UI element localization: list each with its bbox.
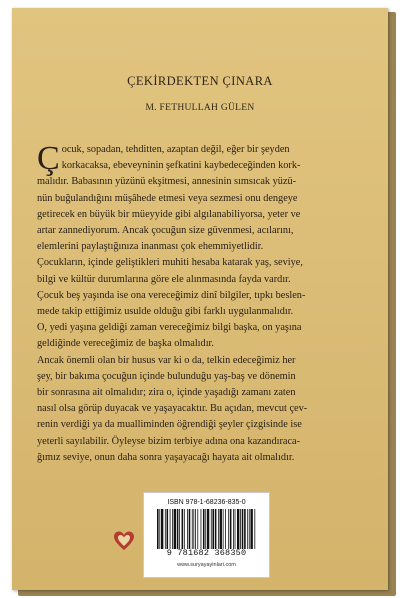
- barcode-bar: [159, 509, 160, 549]
- barcode-bar: [197, 509, 198, 549]
- blurb-line: Çocukların, içinde geliştikleri muhiti hesaba katarak yaş, seviye,: [37, 257, 303, 269]
- barcode-bar: [212, 509, 214, 549]
- barcode-bar: [249, 509, 250, 549]
- publisher-heart-logo-icon: [112, 529, 136, 553]
- blurb-line: yeterli sayılabilir. Öyleyse bizim terbiye adına ona kazandıraca-: [37, 435, 301, 447]
- drop-cap: Ç: [37, 140, 60, 177]
- barcode-bar: [201, 509, 202, 549]
- barcode-bar: [195, 509, 196, 549]
- barcode-bar: [237, 509, 239, 549]
- book-author: M. FETHULLAH GÜLEN: [145, 103, 255, 113]
- barcode-bar: [165, 509, 166, 549]
- publisher-website: www.suryayayinlari.com: [177, 562, 236, 568]
- barcode-bar: [203, 509, 205, 549]
- barcode-number: 9 781682 368350: [166, 548, 247, 558]
- blurb-line: nasıl olsa görüp duyacak ve yaşayacaktır. Bu açıdan, mevcut çev-: [37, 403, 308, 415]
- blurb-line: malıdır. Babasının yüzünü ekşitmesi, annesinin sımsıcak yüzü-: [37, 176, 297, 188]
- barcode-bar: [211, 509, 212, 549]
- barcode-bar: [172, 509, 173, 549]
- barcode-bar: [244, 509, 246, 549]
- barcode-bar: [170, 509, 171, 549]
- blurb-line: renin verdiği ya da mualliminden öğrendiği şeyler çizgisinde ise: [37, 419, 302, 431]
- barcode-bar: [167, 509, 169, 549]
- blurb-line: Ancak önemli olan bir husus var ki o da, telkin edeceğimiz her: [37, 354, 296, 366]
- barcode-bar: [215, 509, 217, 549]
- blurb-line: ğımız seviye, onun daha sonra yaşayacağı hayata ait olmalıdır.: [37, 451, 295, 463]
- blurb-line: getirecek en büyük bir müeyyide gibi algılanabiliyorsa, yeter ve: [37, 208, 301, 220]
- barcode-bar: [161, 509, 163, 549]
- isbn-text: ISBN 978-1-68236-835-0: [167, 499, 246, 506]
- barcode-bar: [189, 509, 191, 549]
- barcode-bar: [207, 509, 209, 549]
- blurb-line: mede takip ettiğimiz usulde olduğu gibi farklı uygulanmalıdır.: [37, 306, 294, 318]
- book-title: ÇEKİRDEKTEN ÇINARA: [127, 74, 273, 88]
- barcode-bar: [230, 509, 232, 549]
- blurb-line: bir sonrasına ait olmalıdır; zira o, içinde yaşadığı zamanı zaten: [37, 387, 296, 399]
- blurb-line: nün buğulandığını müşâhede etmesi veya sezmesi onu dengeye: [37, 192, 298, 204]
- barcode-label: [143, 492, 270, 578]
- barcode-bar: [182, 509, 184, 549]
- barcode-bar: [177, 509, 179, 549]
- barcode-bar: [250, 509, 252, 549]
- barcode-bar: [254, 509, 255, 549]
- barcode-bar: [242, 509, 244, 549]
- book-back-cover: [12, 8, 388, 590]
- barcode-bar: [174, 509, 176, 549]
- blurb-line: artar zannediyorum. Ancak çocuğun size güvenmesi, acılarını,: [37, 225, 294, 237]
- blurb-line: bilgi ve kültür durumlarına göre ele alınmasında fayda vardır.: [37, 273, 291, 285]
- blurb-line: geldiğinde vereceğimiz de başka olmalıdır.: [37, 338, 214, 350]
- blurb-line: O, yedi yaşına geldiği zaman vereceğimiz bilgi başka, on yaşına: [37, 322, 302, 334]
- blurb-text: [37, 142, 357, 466]
- barcode-bars: [157, 509, 256, 549]
- barcode-bar: [247, 509, 248, 549]
- blurb-line: elemlerini paylaştığınıza inanması çok ehemmiyetlidir.: [37, 241, 264, 253]
- barcode-bar: [193, 509, 194, 549]
- barcode-bar: [184, 509, 185, 549]
- barcode-bar: [218, 509, 219, 549]
- barcode-bar: [192, 509, 193, 549]
- barcode-bar: [233, 509, 234, 549]
- barcode-bar: [225, 509, 226, 549]
- barcode-bar: [223, 509, 224, 549]
- barcode-bar: [228, 509, 229, 549]
- blurb-line: korkacaksa, ebeveyninin şefkatini kaybedeceğinden kork-: [61, 160, 301, 172]
- blurb-line: Çocuk beş yaşında ise ona vereceğimiz dinî bilgiler, tıpkı beslen-: [37, 289, 306, 301]
- blurb-line: ocuk, sopadan, tehditten, azaptan değil, eğer bir şeyden: [61, 144, 290, 155]
- blurb-line: şey, bir bakıma çocuğun içinde bulunduğu yaş-baş ve dönemin: [37, 370, 296, 382]
- barcode-bar: [235, 509, 236, 549]
- barcode-bar: [157, 509, 159, 549]
- barcode-bar: [179, 509, 180, 549]
- barcode-bar: [240, 509, 241, 549]
- barcode-bar: [187, 509, 188, 549]
- barcode-bar: [205, 509, 206, 549]
- barcode-bar: [220, 509, 222, 549]
